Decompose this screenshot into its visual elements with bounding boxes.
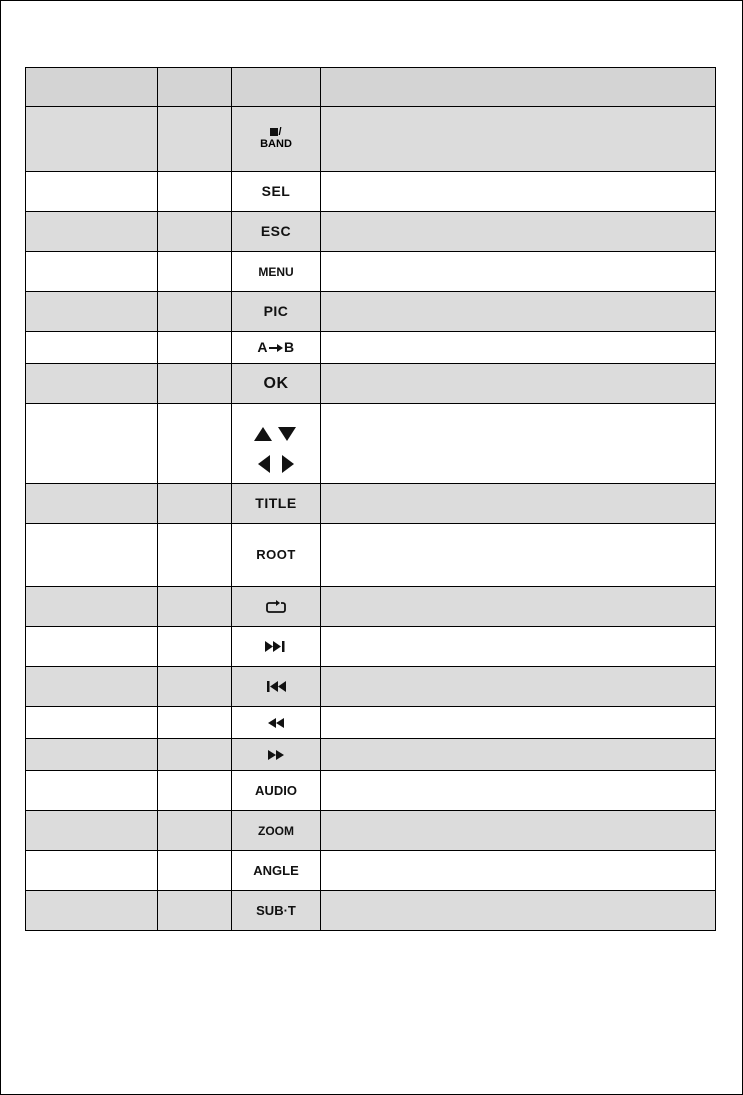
audio-key: AUDIO — [255, 782, 297, 798]
table-row — [26, 364, 716, 404]
table-row — [26, 107, 716, 172]
table-cell — [321, 364, 716, 404]
band-label: BAND — [260, 137, 292, 150]
header-cell — [26, 68, 158, 107]
table-cell — [158, 891, 232, 931]
table-cell — [26, 587, 158, 627]
table-row — [26, 771, 716, 811]
table-row — [26, 811, 716, 851]
table-cell — [321, 212, 716, 252]
table-cell — [321, 172, 716, 212]
title-key: TITLE — [255, 494, 297, 511]
table-cell — [26, 364, 158, 404]
table-row — [26, 851, 716, 891]
table-cell — [158, 524, 232, 587]
table-row — [26, 484, 716, 524]
next-track-icon — [232, 641, 320, 652]
table-cell — [158, 252, 232, 292]
table-cell — [158, 851, 232, 891]
sel-key: SEL — [261, 182, 291, 199]
table-cell — [232, 811, 321, 851]
table-cell — [158, 707, 232, 739]
table-cell — [158, 212, 232, 252]
arrow-right-icon — [269, 344, 283, 352]
table-cell — [158, 627, 232, 667]
table-cell — [26, 667, 158, 707]
rewind-icon — [232, 718, 320, 728]
table-cell — [232, 851, 321, 891]
header-cell — [321, 68, 716, 107]
table-cell — [232, 587, 321, 627]
table-cell — [158, 292, 232, 332]
table-cell — [232, 627, 321, 667]
table-cell — [26, 891, 158, 931]
root-key: ROOT — [256, 547, 296, 562]
table-row — [26, 524, 716, 587]
table-cell — [26, 212, 158, 252]
table-cell — [158, 172, 232, 212]
table-cell — [26, 524, 158, 587]
table-cell — [232, 252, 321, 292]
sub-t-key: SUB·T — [256, 902, 296, 918]
table-cell — [158, 332, 232, 364]
table-cell — [158, 484, 232, 524]
table-row — [26, 667, 716, 707]
table-cell — [321, 587, 716, 627]
table-row — [26, 739, 716, 771]
fast-forward-icon — [232, 750, 320, 760]
repeat-icon — [232, 600, 320, 614]
table-cell — [232, 212, 321, 252]
table-cell — [26, 404, 158, 484]
ok-key: OK — [263, 374, 289, 392]
table-cell — [232, 404, 321, 484]
a-to-b-key: A B — [257, 338, 295, 355]
table-cell — [158, 771, 232, 811]
table-cell — [232, 524, 321, 587]
table-cell — [321, 252, 716, 292]
table-cell — [321, 524, 716, 587]
table-cell — [321, 107, 716, 172]
table-cell — [26, 484, 158, 524]
table-cell — [321, 484, 716, 524]
table-cell — [321, 627, 716, 667]
header-cell — [232, 68, 321, 107]
table-row — [26, 172, 716, 212]
table-cell — [232, 739, 321, 771]
table-cell — [158, 811, 232, 851]
table-cell — [321, 707, 716, 739]
table-cell — [321, 667, 716, 707]
table-cell — [232, 891, 321, 931]
table-cell — [321, 332, 716, 364]
table-cell — [232, 364, 321, 404]
table-cell — [158, 404, 232, 484]
esc-key: ESC — [260, 222, 292, 239]
table-cell — [321, 404, 716, 484]
table-cell — [321, 771, 716, 811]
stop-band-key: / BAND — [260, 125, 292, 150]
table-cell — [232, 707, 321, 739]
table-cell — [158, 739, 232, 771]
table-cell — [26, 292, 158, 332]
table-row — [26, 891, 716, 931]
table-cell — [26, 107, 158, 172]
table-cell — [26, 851, 158, 891]
table-row — [26, 627, 716, 667]
remote-control-key-table — [25, 67, 716, 931]
menu-key: MENU — [258, 264, 294, 279]
arrow-up-down-left-right-icon — [232, 415, 320, 473]
table-cell — [232, 484, 321, 524]
table-row — [26, 404, 716, 484]
table-cell — [232, 172, 321, 212]
table-cell — [158, 364, 232, 404]
key-cell — [232, 107, 321, 172]
table-cell — [321, 292, 716, 332]
table-cell — [158, 587, 232, 627]
table-cell — [232, 667, 321, 707]
table-cell — [26, 707, 158, 739]
table-cell — [321, 891, 716, 931]
header-cell — [158, 68, 232, 107]
previous-track-icon — [232, 681, 320, 692]
table-cell — [321, 851, 716, 891]
table-cell — [26, 739, 158, 771]
table-cell — [26, 627, 158, 667]
table-cell — [158, 107, 232, 172]
zoom-key: ZOOM — [258, 823, 294, 838]
table-cell — [321, 811, 716, 851]
table-cell — [232, 332, 321, 364]
table-row — [26, 332, 716, 364]
angle-key: ANGLE — [253, 862, 299, 878]
table-cell — [26, 811, 158, 851]
table-cell — [158, 667, 232, 707]
table-cell — [26, 172, 158, 212]
table-cell — [26, 332, 158, 364]
table-cell — [26, 771, 158, 811]
table-row — [26, 707, 716, 739]
table-cell — [26, 252, 158, 292]
table-row — [26, 292, 716, 332]
table-cell — [232, 771, 321, 811]
table-cell — [321, 739, 716, 771]
table-row — [26, 587, 716, 627]
table-header-row — [26, 68, 716, 107]
pic-key: PIC — [263, 302, 289, 319]
table-row — [26, 212, 716, 252]
table-row — [26, 252, 716, 292]
table-cell — [232, 292, 321, 332]
